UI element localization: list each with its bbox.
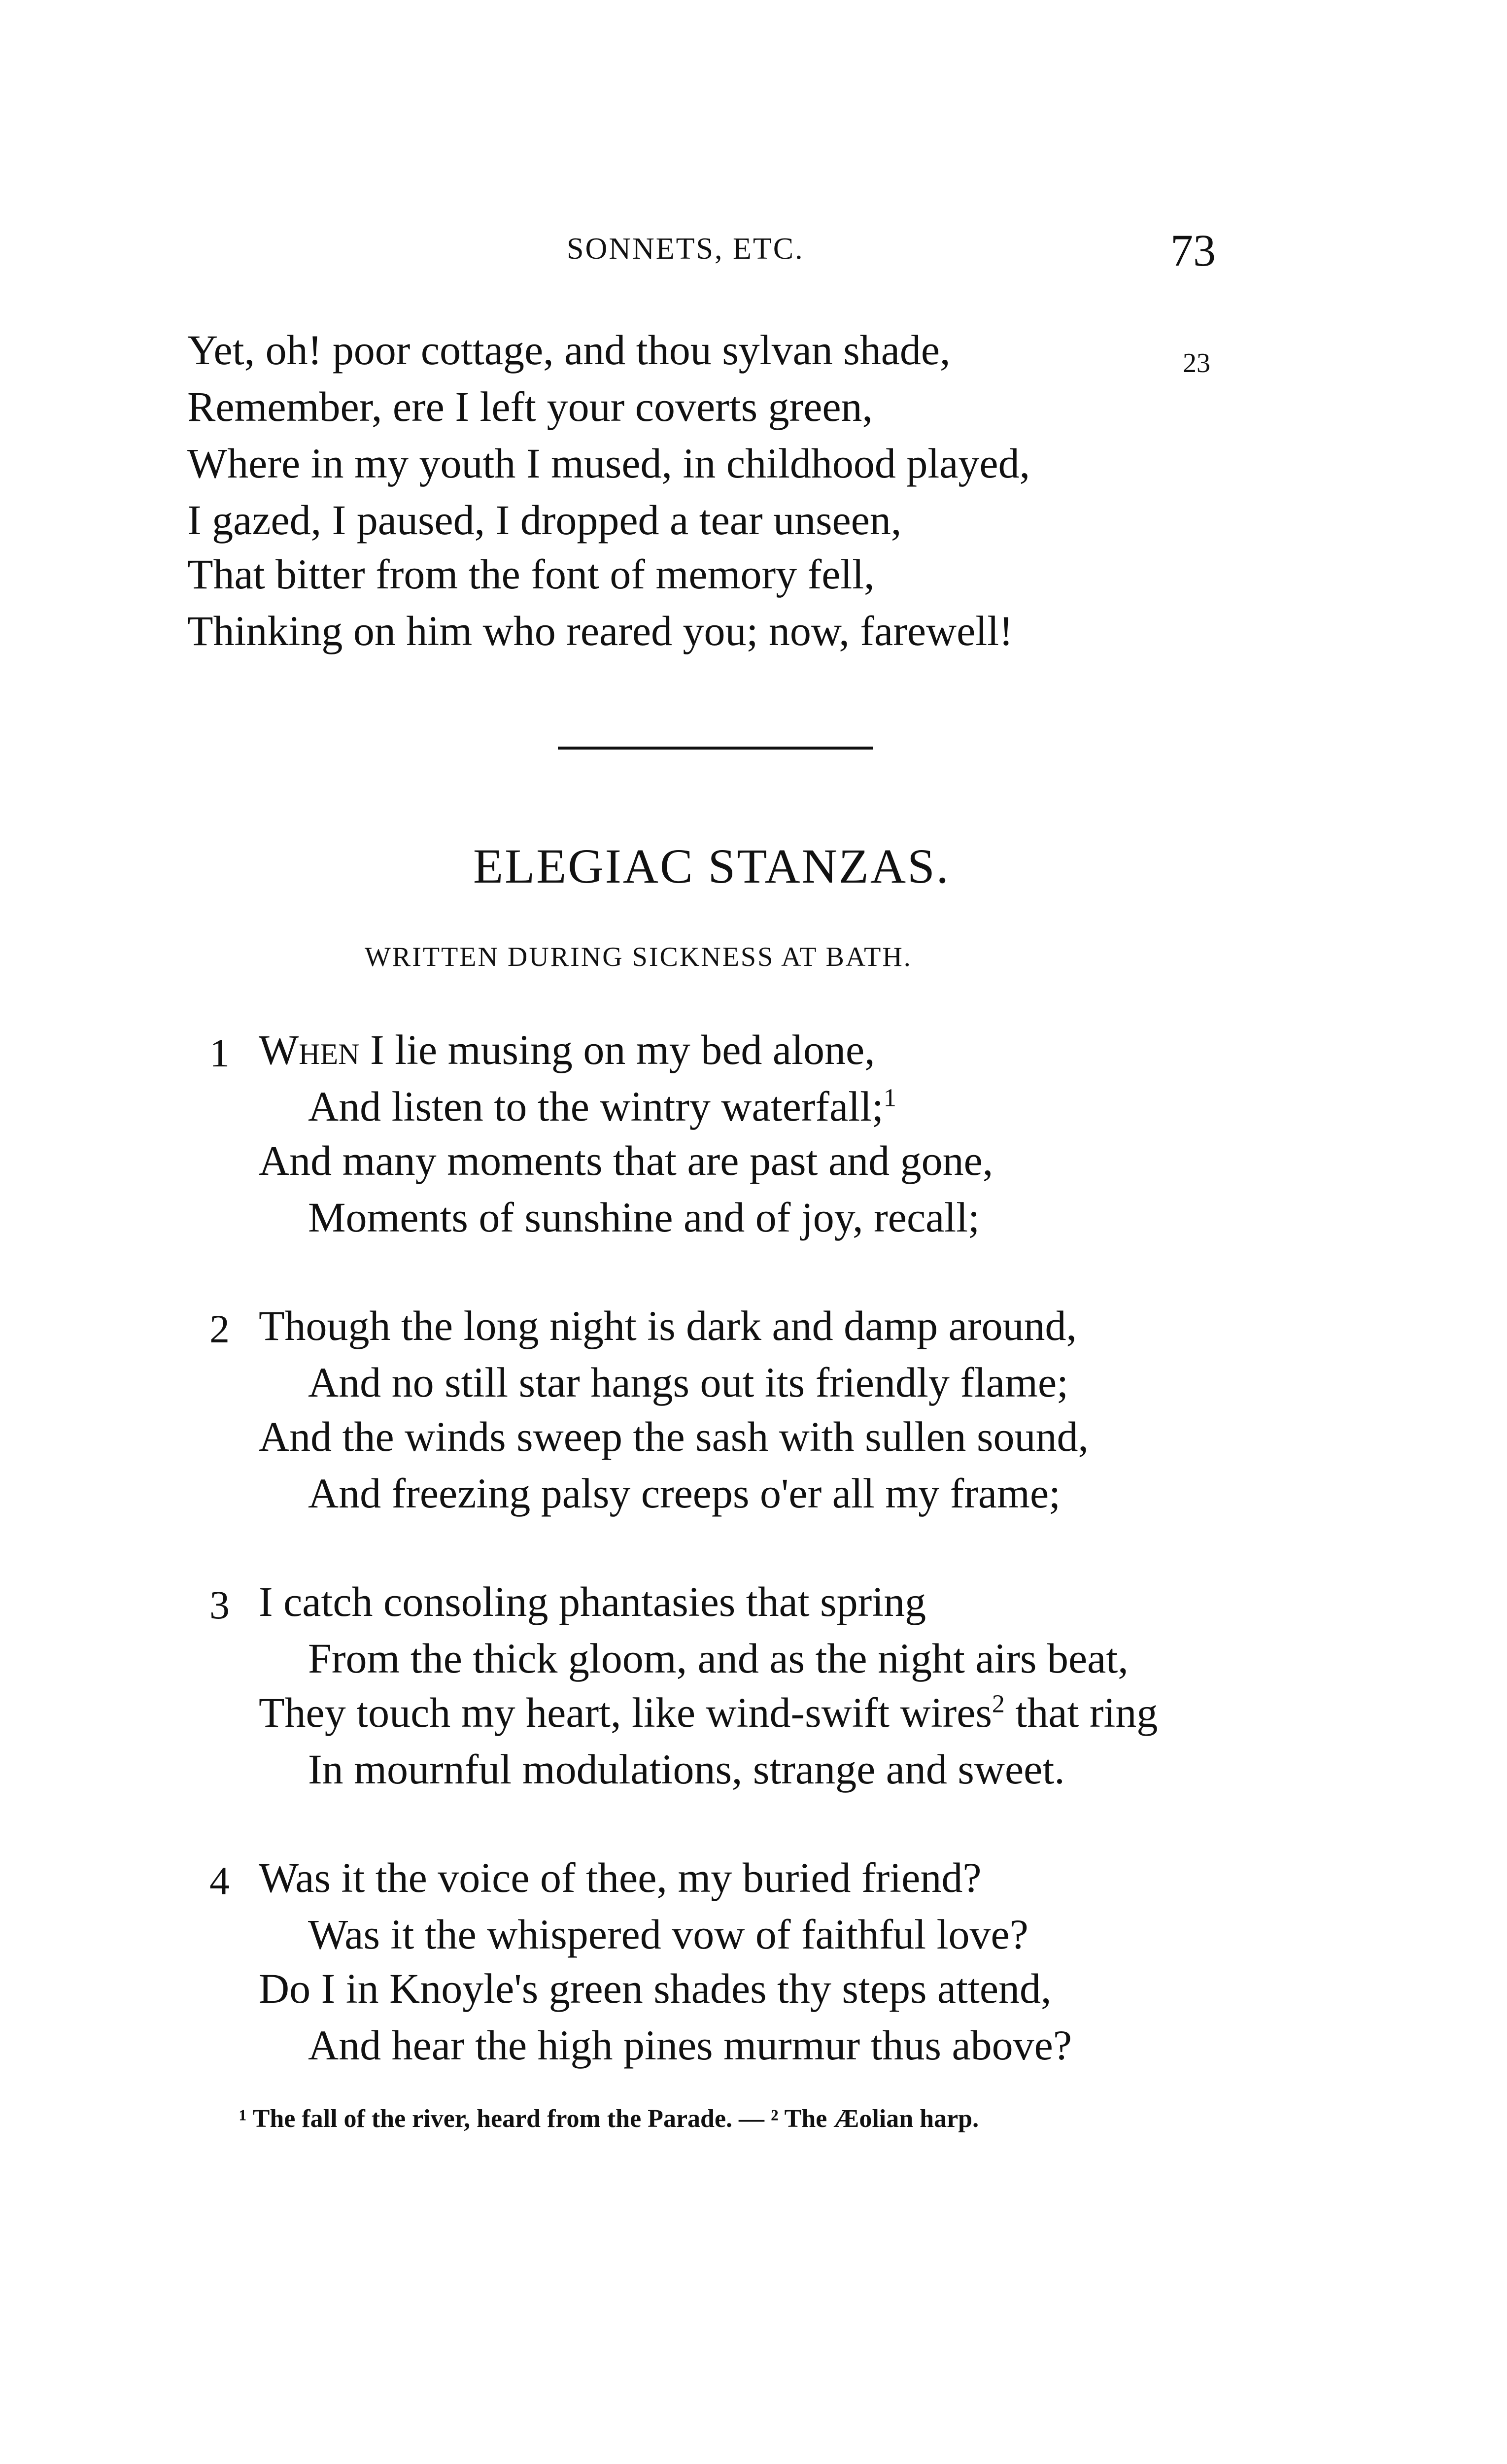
verse-line: Though the long night is dark and damp around, bbox=[259, 1302, 1077, 1349]
verse-line-text: They touch my heart, like wind-swift wires bbox=[259, 1689, 992, 1736]
verse-line: And hear the high pines murmur thus above? bbox=[308, 2021, 1072, 2069]
stanza-number: 3 bbox=[209, 1582, 230, 1627]
verse-line: And many moments that are past and gone, bbox=[259, 1137, 993, 1184]
verse-line: Remember, ere I left your coverts green, bbox=[187, 383, 873, 430]
verse-line bbox=[259, 1025, 875, 1074]
poem-subtitle: WRITTEN DURING SICKNESS AT BATH. bbox=[365, 942, 912, 972]
verse-line: From the thick gloom, and as the night airs beat, bbox=[308, 1635, 1129, 1682]
stanza-number: 4 bbox=[209, 1858, 230, 1903]
verse-line: And freezing palsy creeps o'er all my frame; bbox=[308, 1470, 1061, 1517]
verse-line: I gazed, I paused, I dropped a tear unseen, bbox=[187, 496, 902, 544]
section-divider bbox=[558, 747, 873, 750]
verse-line: Do I in Knoyle's green shades thy steps attend, bbox=[259, 1965, 1052, 2012]
running-head: SONNETS, ETC. bbox=[567, 232, 804, 266]
verse-line-text: I lie musing on my bed alone, bbox=[370, 1026, 875, 1073]
verse-line-text: that ring bbox=[1015, 1689, 1158, 1736]
poem-title: ELEGIAC STANZAS. bbox=[473, 839, 950, 893]
footnote-marker: 2 bbox=[992, 1690, 1005, 1718]
initial-word: When bbox=[259, 1026, 360, 1073]
line-number: 23 bbox=[1183, 348, 1210, 378]
verse-line: And no still star hangs out its friendly flame; bbox=[308, 1359, 1069, 1406]
verse-line: Was it the whispered vow of faithful love? bbox=[308, 1911, 1028, 1958]
verse-line: I catch consoling phantasies that spring bbox=[259, 1578, 926, 1625]
stanza-number: 1 bbox=[209, 1030, 230, 1075]
footnotes: ¹ The fall of the river, heard from the Parade. — ² The Æolian harp. bbox=[239, 2105, 979, 2133]
verse-line: Was it the voice of thee, my buried friend? bbox=[259, 1854, 982, 1901]
verse-line: Moments of sunshine and of joy, recall; bbox=[308, 1194, 980, 1241]
page-number: 73 bbox=[1170, 225, 1216, 275]
stanza-number: 2 bbox=[209, 1306, 230, 1351]
verse-line bbox=[308, 1082, 896, 1131]
verse-line: Where in my youth I mused, in childhood played, bbox=[187, 440, 1030, 487]
verse-line: Thinking on him who reared you; now, farewell! bbox=[187, 607, 1013, 654]
footnote-marker: 1 bbox=[883, 1084, 896, 1112]
verse-line: Yet, oh! poor cottage, and thou sylvan shade, bbox=[187, 326, 951, 374]
verse-line: And the winds sweep the sash with sullen sound, bbox=[259, 1413, 1089, 1460]
verse-line: That bitter from the font of memory fell, bbox=[187, 550, 875, 598]
verse-line bbox=[259, 1688, 1158, 1737]
verse-line-text: And listen to the wintry waterfall; bbox=[308, 1083, 884, 1130]
verse-line: In mournful modulations, strange and sweet. bbox=[308, 1745, 1065, 1793]
